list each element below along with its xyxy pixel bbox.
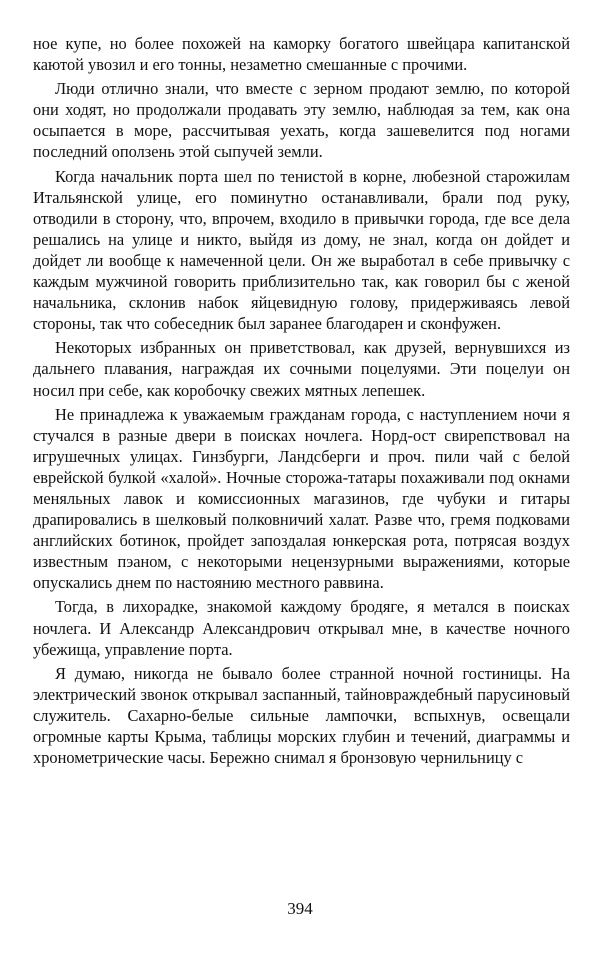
paragraph: Некоторых избранных он приветствовал, как друзей, вернувшихся из дальнего плавания, награждая их сочными поцелуями. Эти поцелуи он носил при себе, как коробочку свежих мятных лепешек. — [33, 338, 570, 400]
paragraph: Не принадлежа к уважаемым гражданам города, с наступлением ночи я стучался в разные двери в поисках ночлега. Норд-ост свирепствовал на игрушечных улицах. Гинзбурги, Ландсберги и проч. пили чай с белой еврейской булкой «халой». Ночные сторожа-татары похаживали под окнами меняльных лавок и комиссионных магазинов, где чубуки и гитары драпировались в шелковый полковничий халат. Разве что, гремя подковами английских ботинок, пройдет запоздалая юнкерская рота, потрясая воздух известным пэаном, с некоторыми нецензурными выражениями, которые опускались днем по настоянию местного раввина. — [33, 404, 570, 593]
paragraph-continuation: ное купе, но более похожей на каморку богатого швейцара капитанской каютой увозил и его тонны, незаметно смешанные с прочими. — [33, 34, 570, 75]
paragraph: Я думаю, никогда не бывало более странной ночной гостиницы. На электрический звонок открывал заспанный, тайновраждебный парусиновый служитель. Сахарно-белые сильные лампочки, вспыхнув, освещали огромные карты Крыма, таблицы морских глубин и течений, диаграммы и хронометрические часы. Бережно снимал я бронзовую чернильницу с — [33, 663, 570, 768]
paragraph: Когда начальник порта шел по тенистой в корне, любезной старожилам Итальянской улице, его поминутно останавливали, брали под руку, отводили в сторону, что, впрочем, входило в привычки города, где все дела решались на улице и никто, выйдя из дому, не знал, когда он дойдет и дойдет ли вообще к намеченной цели. Он же выработал в себе привычку с каждым мужчиной говорить приблизительно так, как говорил бы с женой начальника, склонив набок яйцевидную голову, придерживаясь левой стороны, так что собеседник был заранее благодарен и сконфужен. — [33, 166, 570, 334]
page-number: 394 — [287, 899, 313, 918]
paragraph: Тогда, в лихорадке, знакомой каждому бродяге, я метался в поисках ночлега. И Александр Александрович открывал мне, в качестве ночного убежища, управление порта. — [33, 597, 570, 659]
paragraph: Люди отлично знали, что вместе с зерном продают землю, по которой они ходят, но продолжали продавать эту землю, наблюдая за тем, как она осыпается в море, рассчитывая уехать, когда зашевелится под ногами последний оползень этой сыпучей земли. — [33, 79, 570, 162]
